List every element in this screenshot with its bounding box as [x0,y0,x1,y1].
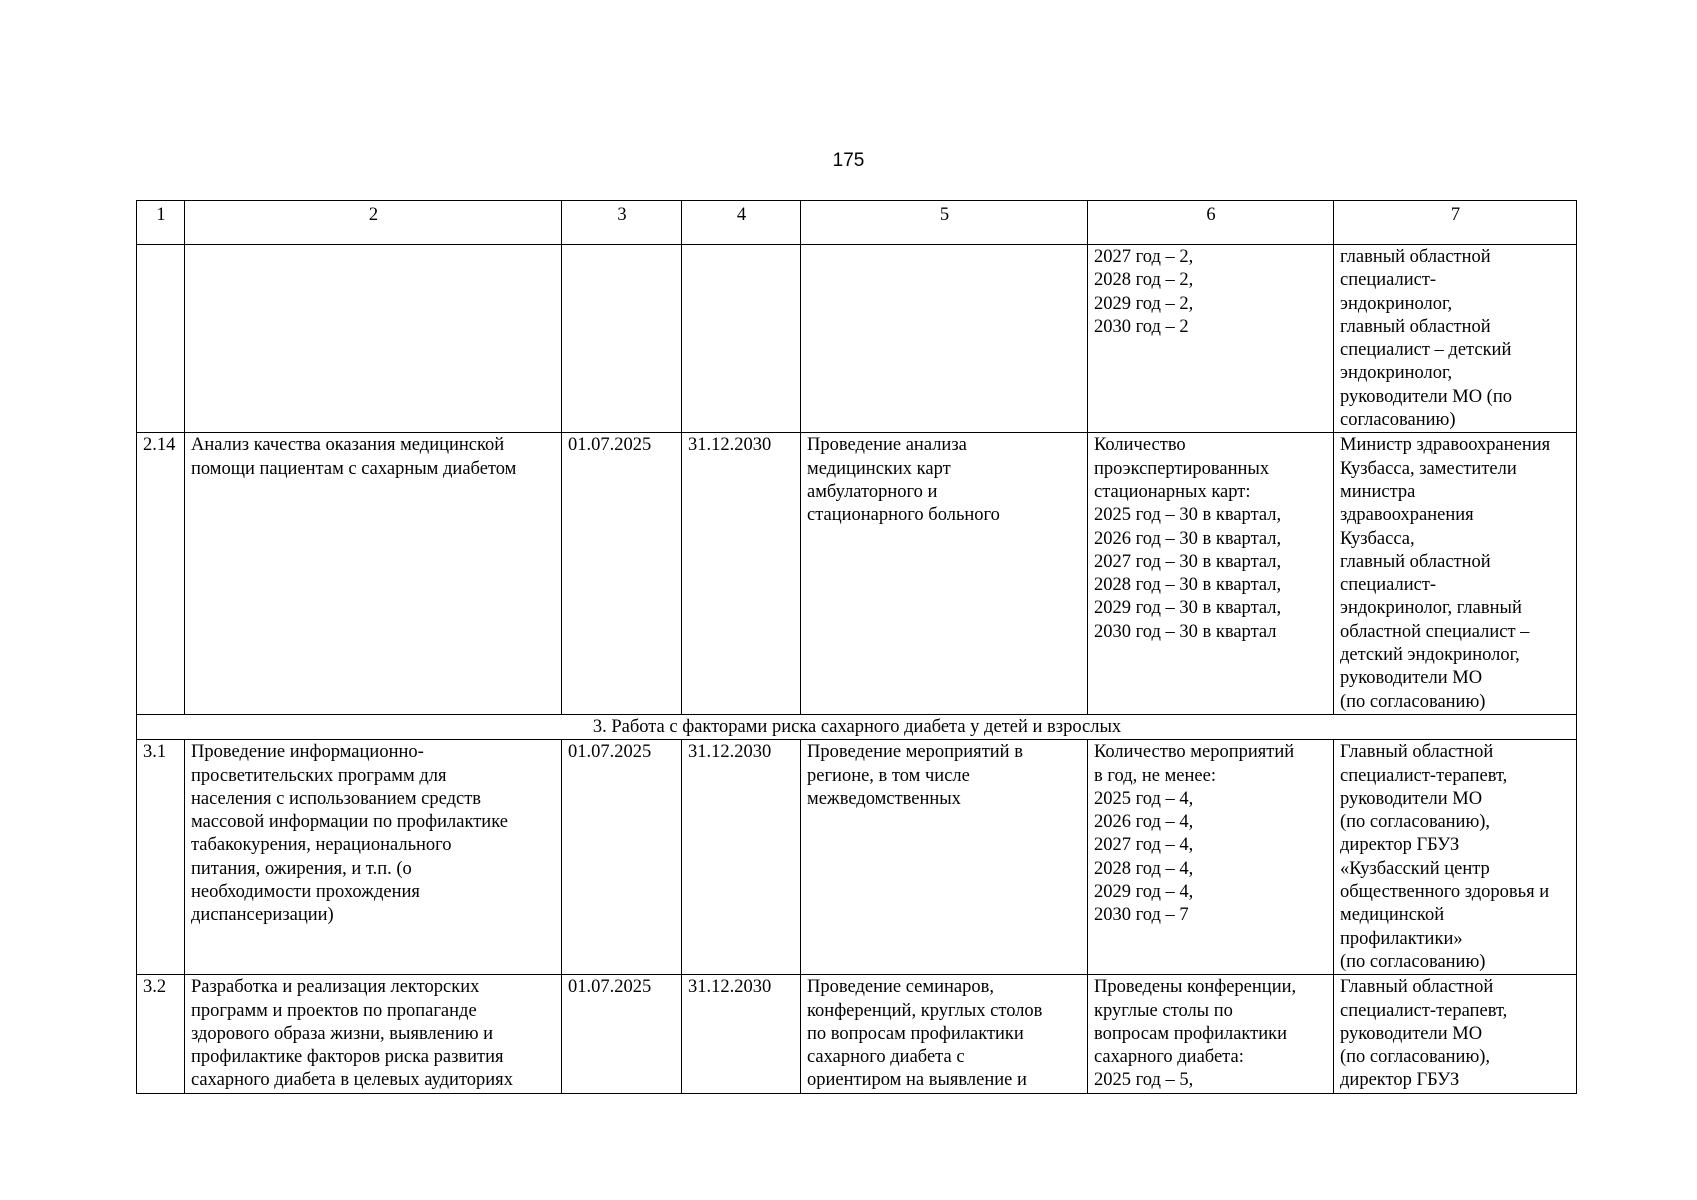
cell-start-date [562,245,682,433]
cell-indicator: Проведены конференции, круглые столы по вопросам профилактики сахарного диабета: 2025 год – 5, [1088,975,1334,1093]
table-row-continuation [137,245,1577,433]
column-header: 6 [1088,201,1334,245]
cell-indicator: Количество проэкспертированных стационарных карт: 2025 год – 30 в квартал, 2026 год – 30 в квартал, 2027 год – 30 в квартал, 2028 год – 30 в квартал, 2029 год – 30 в квартал, 2030 год – 30 в квартал [1088,433,1334,715]
cell-responsible: Главный областной специалист-терапевт, руководители МО (по согласованию), директор ГБУЗ «Кузбасский центр общественного здоровья и медицинской профилактики» (по согласованию) [1334,740,1577,975]
page-number: 175 [832,150,865,171]
column-header: 7 [1334,201,1577,245]
cell-start-date: 01.07.2025 [562,740,682,975]
cell-measure-name: Разработка и реализация лекторских программ и проектов по пропаганде здорового образа жизни, выявлению и профилактике факторов риска развития сахарного диабета в целевых аудиториях [185,975,562,1093]
column-header: 4 [682,201,801,245]
table-row-3-1 [137,740,1577,975]
cell-start-date: 01.07.2025 [562,433,682,715]
cell-description: Проведение анализа медицинских карт амбулаторного и стационарного больного [801,433,1088,715]
cell-measure-name [185,245,562,433]
cell-number: 2.14 [137,433,185,715]
cell-number: 3.1 [137,740,185,975]
cell-end-date: 31.12.2030 [682,975,801,1093]
cell-description: Проведение семинаров, конференций, круглых столов по вопросам профилактики сахарного диабета с ориентиром на выявление и [801,975,1088,1093]
cell-end-date: 31.12.2030 [682,433,801,715]
cell-responsible: Главный областной специалист-терапевт, руководители МО (по согласованию), директор ГБУЗ [1334,975,1577,1093]
cell-description: Проведение мероприятий в регионе, в том числе межведомственных [801,740,1088,975]
cell-indicator: 2027 год – 2, 2028 год – 2, 2029 год – 2, 2030 год – 2 [1088,245,1334,433]
cell-description [801,245,1088,433]
column-header: 3 [562,201,682,245]
cell-end-date: 31.12.2030 [682,740,801,975]
measures-table [136,200,1577,1094]
column-header: 5 [801,201,1088,245]
cell-responsible: Министр здравоохранения Кузбасса, заместители министра здравоохранения Кузбасса, главный областной специалист- эндокринолог, главный областной специалист – детский эндокринолог, руководители МО (по согласованию) [1334,433,1577,715]
cell-number [137,245,185,433]
table-row-2-14 [137,433,1577,715]
column-header: 1 [137,201,185,245]
section-header-row [137,714,1577,739]
column-header: 2 [185,201,562,245]
table-row-3-2 [137,975,1577,1093]
table-header-row [137,201,1577,245]
cell-start-date: 01.07.2025 [562,975,682,1093]
cell-measure-name: Анализ качества оказания медицинской помощи пациентам с сахарным диабетом [185,433,562,715]
cell-number: 3.2 [137,975,185,1093]
cell-indicator: Количество мероприятий в год, не менее: 2025 год – 4, 2026 год – 4, 2027 год – 4, 2028 год – 4, 2029 год – 4, 2030 год – 7 [1088,740,1334,975]
cell-responsible: главный областной специалист- эндокринолог, главный областной специалист – детский эндокринолог, руководители МО (по согласованию) [1334,245,1577,433]
cell-end-date [682,245,801,433]
section-title: 3. Работа с факторами риска сахарного диабета у детей и взрослых [137,714,1577,739]
cell-measure-name: Проведение информационно- просветительских программ для населения с использованием средств массовой информации по профилактике табакокурения, нерационального питания, ожирения, и т.п. (о необходимости прохождения диспансеризации) [185,740,562,975]
